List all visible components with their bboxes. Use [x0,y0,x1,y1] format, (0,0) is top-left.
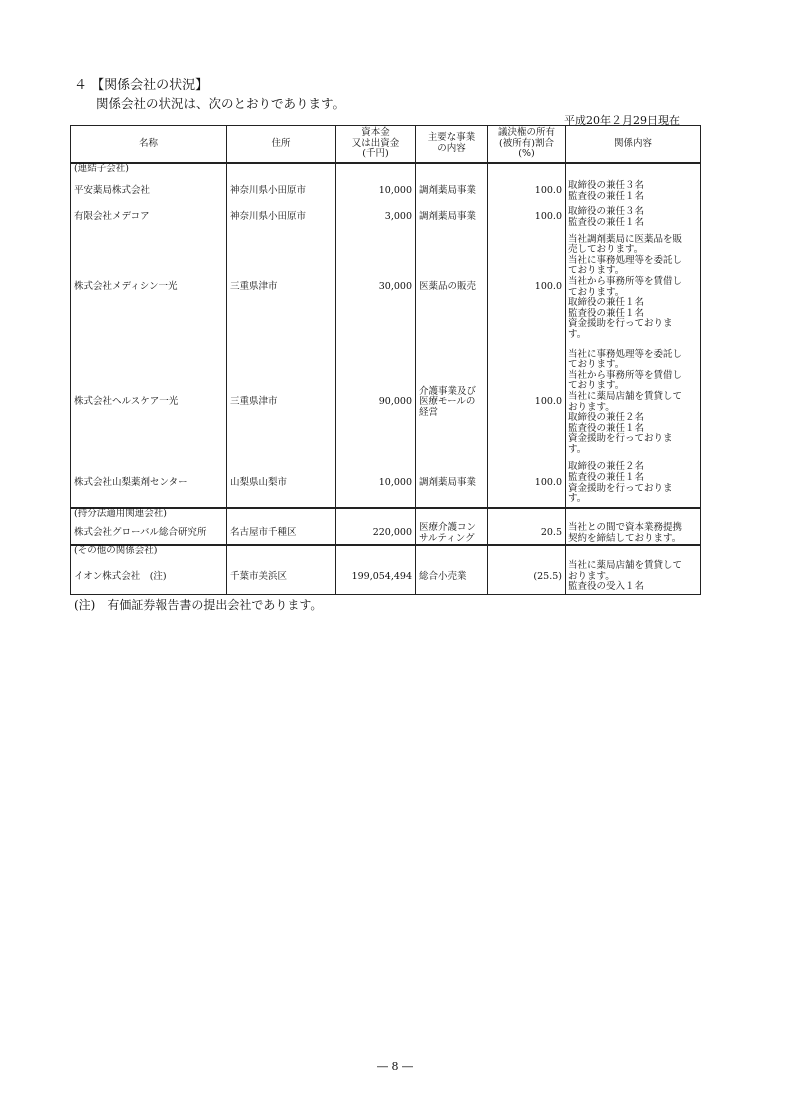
relation: 取締役の兼任２名 監査役の兼任１名 資金援助を行っておりま す。 [566,460,701,508]
company-name: イオン株式会社 (注) [71,560,227,594]
capital: 10,000 [336,460,416,508]
company-address: 三重県津市 [227,230,336,345]
business: 介護事業及び 医療モールの 経営 [416,345,488,460]
voting-ratio: 100.0 [488,230,566,345]
table-row [71,345,701,460]
footnote: (注) 有価証券報告書の提出会社であります。 [74,598,323,612]
capital: 220,000 [336,523,416,545]
group-label: (持分法適用関連会社) [71,508,227,523]
affiliates-table [70,125,701,595]
company-name: 株式会社グローバル総合研究所 [71,523,227,545]
business: 医薬品の販売 [416,230,488,345]
col-header-capital: 資本金 又は出資金 (千円) [336,126,416,164]
company-name: 株式会社メディシン一光 [71,230,227,345]
col-header-ratio: 議決権の所有 (被所有)割合 (%) [488,126,566,164]
voting-ratio: 100.0 [488,178,566,205]
col-header-business: 主要な事業 の内容 [416,126,488,164]
capital: 10,000 [336,178,416,205]
voting-ratio: 20.5 [488,523,566,545]
table-row [71,205,701,230]
business: 調剤薬局事業 [416,205,488,230]
company-address: 神奈川県小田原市 [227,178,336,205]
company-address: 山梨県山梨市 [227,460,336,508]
voting-ratio: (25.5) [488,560,566,594]
capital: 90,000 [336,345,416,460]
intro-text: 関係会社の状況は、次のとおりであります。 [96,96,346,111]
capital: 3,000 [336,205,416,230]
group-consolidated [71,163,701,508]
as-of-date: 平成20年２月29日現在 [564,114,680,127]
relation: 当社に薬局店舗を賃貸して おります。 監査役の受入１名 [566,560,701,594]
business: 調剤薬局事業 [416,460,488,508]
capital: 30,000 [336,230,416,345]
voting-ratio: 100.0 [488,205,566,230]
company-name: 株式会社ヘルスケア一光 [71,345,227,460]
group-other [71,545,701,594]
voting-ratio: 100.0 [488,460,566,508]
table-row [71,230,701,345]
business: 医療介護コン サルティング [416,523,488,545]
relation: 当社との間で資本業務提携 契約を締結しております。 [566,523,701,545]
business: 調剤薬局事業 [416,178,488,205]
col-header-name: 名称 [71,126,227,164]
table-row [71,460,701,508]
voting-ratio: 100.0 [488,345,566,460]
company-address: 千葉市美浜区 [227,560,336,594]
col-header-address: 住所 [227,126,336,164]
company-address: 名古屋市千種区 [227,523,336,545]
relation: 当社に事務処理等を委託し ております。 当社から事務所等を賃借し ております。 当社に薬局店舗を賃貸して おります。 取締役の兼任２名 監査役の兼任１名 資金援助を行っておりま す。 [566,345,701,460]
relation: 取締役の兼任３名 監査役の兼任１名 [566,205,701,230]
group-equity-method [71,508,701,545]
company-address: 神奈川県小田原市 [227,205,336,230]
company-name: 有限会社メデコア [71,205,227,230]
relation: 取締役の兼任３名 監査役の兼任１名 [566,178,701,205]
col-header-relation: 関係内容 [566,126,701,164]
table-row [71,523,701,545]
group-label: (連結子会社) [71,163,227,178]
table-row [71,560,701,594]
section-heading: ４ 【関係会社の状況】 [74,78,209,93]
company-name: 株式会社山梨薬剤センター [71,460,227,508]
company-name: 平安薬局株式会社 [71,178,227,205]
table-row [71,178,701,205]
group-label: (その他の関係会社) [71,545,227,560]
page-number: ― 8 ― [377,1060,413,1073]
company-address: 三重県津市 [227,345,336,460]
capital: 199,054,494 [336,560,416,594]
business: 総合小売業 [416,560,488,594]
relation: 当社調剤薬局に医薬品を販 売しております。 当社に事務処理等を委託し ております。 当社から事務所等を賃借し ております。 取締役の兼任１名 監査役の兼任１名 資金援助を行っておりま す。 [566,230,701,345]
